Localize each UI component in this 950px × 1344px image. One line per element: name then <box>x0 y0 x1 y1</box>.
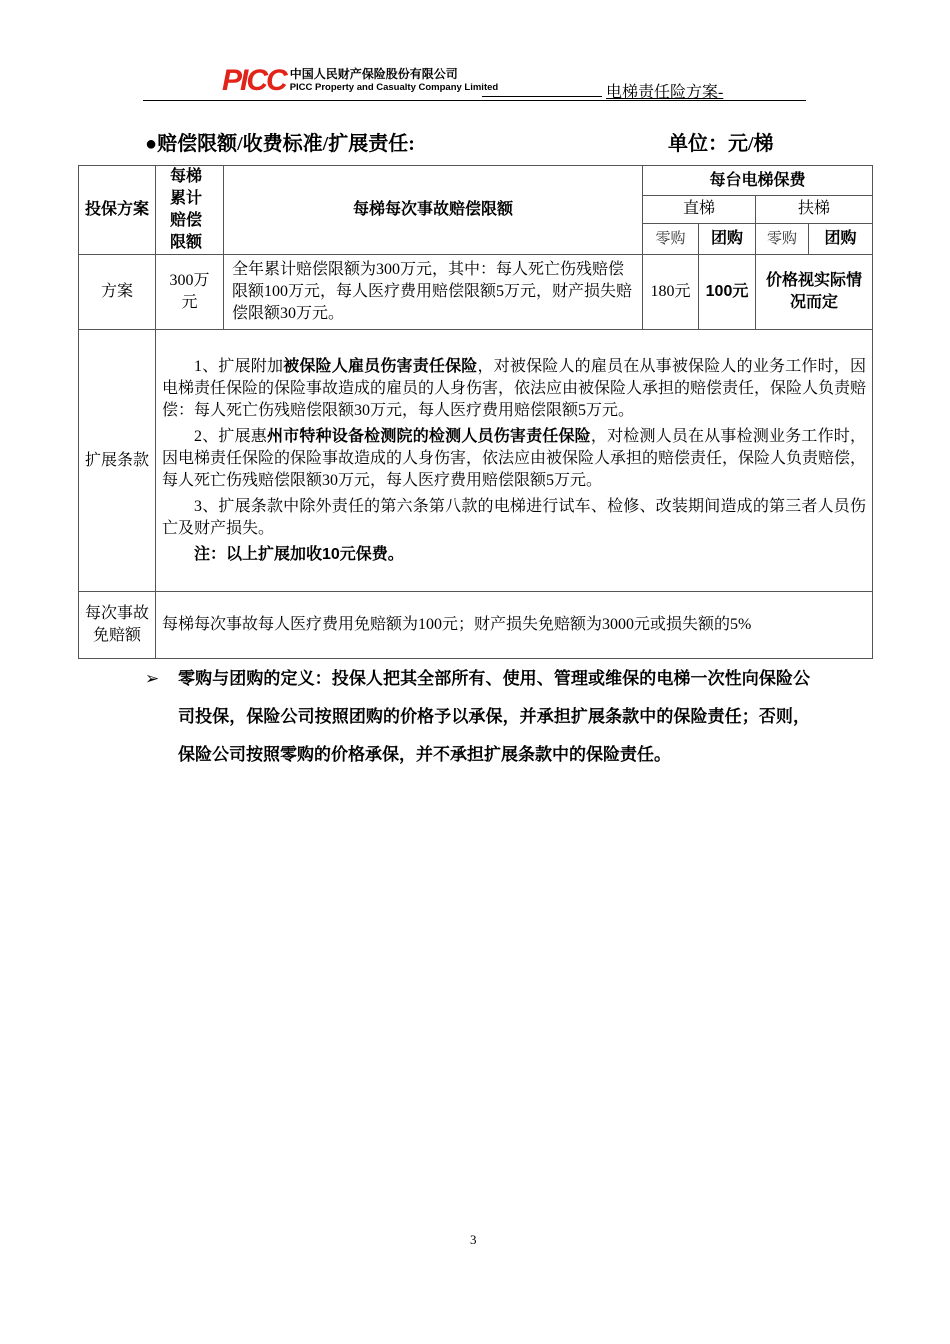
header-rule <box>143 100 806 101</box>
plan-cumulative-limit: 300万元 <box>156 255 224 330</box>
deductible-label: 每次事故免赔额 <box>79 592 156 659</box>
clause-text: ，对被保险人的雇员在从事被保险人的业务工作时，因电梯责任保险的保险事故造成的雇员的人身伤害，依法应由被保险人承担的赔偿责任，保险人负责赔偿：每人死亡伤残赔偿限额30万元，每人医疗费用赔偿限额5万元。 <box>162 357 867 419</box>
extension-note: 注：以上扩展加收10元保费。 <box>194 545 404 563</box>
definition-paragraph <box>145 660 810 774</box>
header-plan: 投保方案 <box>79 166 156 255</box>
clause-text: ，对检测人员在从事检测业务工作时，因电梯责任保险的保险事故造成的人身伤害，依法应由被保险人承担的赔偿责任，保险人负责赔偿，每人死亡伤残赔偿限额30万元，每人医疗费用赔偿限额5万元。 <box>162 427 867 489</box>
deductible-text: 每梯每次事故每人医疗费用免赔额为100元；财产损失免赔额为3000元或损失额的5% <box>156 592 873 659</box>
header-cumulative-limit: 每梯累计赔偿限额 <box>156 166 224 255</box>
header-escalator-retail: 零购 <box>756 223 809 254</box>
section-title: ●赔偿限额/收费标准/扩展责任: <box>145 133 415 155</box>
clause-text: 2、扩展惠 <box>194 427 267 445</box>
escalator-price: 价格视实际情况而定 <box>756 255 873 330</box>
header-premium: 每台电梯保费 <box>643 166 873 196</box>
clause-bold-text: 被保险人雇员伤害责任保险 <box>283 357 478 375</box>
arrow-bullet-icon: ➢ <box>145 669 160 688</box>
definition-text: 零购与团购的定义：投保人把其全部所有、使用、管理或维保的电梯一次性向保险公司投保，保险公司按照团购的价格予以承保，并承担扩展条款中的保险责任；否则，保险公司按照零购的价格承保，并不承担扩展条款中的保险责任。 <box>178 669 810 764</box>
header-underline <box>482 96 602 97</box>
document-title: 电梯责任险方案- <box>606 84 724 101</box>
page-number: 3 <box>470 1232 477 1247</box>
plan-label: 方案 <box>79 255 156 330</box>
extension-label: 扩展条款 <box>79 330 156 592</box>
clause-text: 1、扩展附加 <box>194 357 284 375</box>
elevator-retail-price: 180元 <box>643 255 699 330</box>
extension-clause-1 <box>162 356 866 422</box>
logo-mark: PICC <box>222 64 286 97</box>
logo-chinese-name: 中国人民财产保险股份有限公司 <box>289 67 458 81</box>
extension-clause-3: 3、扩展条款中除外责任的第六条第八款的电梯进行试车、检修、改装期间造成的第三者人员伤亡及财产损失。 <box>162 497 867 537</box>
header-elevator-retail: 零购 <box>643 223 699 254</box>
header-escalator: 扶梯 <box>756 196 873 223</box>
coverage-table <box>78 165 873 659</box>
unit-label: 单位：元/梯 <box>668 133 774 155</box>
plan-per-accident-limit: 全年累计赔偿限额为300万元，其中：每人死亡伤残赔偿限额100万元，每人医疗费用赔偿限额5万元，财产损失赔偿限额30万元。 <box>224 255 643 330</box>
extension-clause-2 <box>162 426 866 492</box>
logo-english-name: PICC Property and Casualty Company Limited <box>289 82 499 93</box>
elevator-group-price: 100元 <box>699 255 756 330</box>
header-elevator-group: 团购 <box>699 223 756 254</box>
extension-clauses <box>156 330 873 592</box>
header-elevator: 直梯 <box>643 196 756 223</box>
header-escalator-group: 团购 <box>809 223 873 254</box>
header-per-accident-limit: 每梯每次事故赔偿限额 <box>224 166 643 255</box>
picc-logo <box>222 66 498 96</box>
clause-bold-text: 州市特种设备检测院的检测人员伤害责任保险 <box>266 427 591 445</box>
